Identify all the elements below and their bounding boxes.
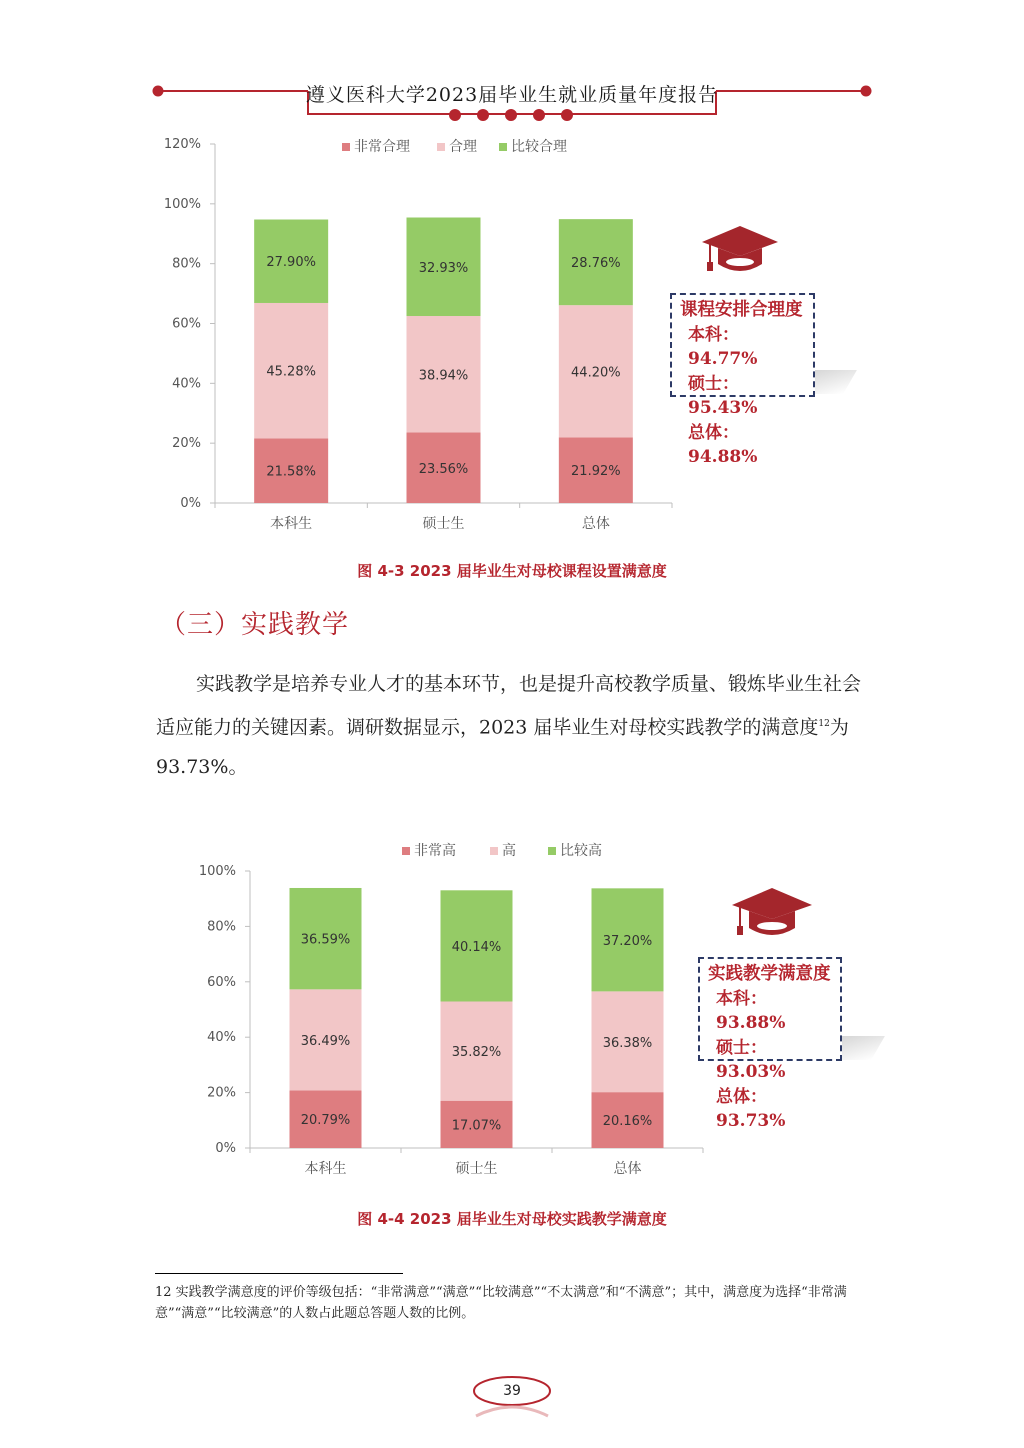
- data-label: 44.20%: [571, 365, 621, 381]
- y-tick-label: 100%: [198, 864, 236, 879]
- y-tick-label: 0%: [180, 496, 201, 511]
- y-tick-label: 20%: [172, 436, 201, 452]
- legend-swatch: [402, 847, 410, 855]
- legend-swatch: [437, 143, 445, 151]
- callout-line: 硕士：93.03%: [716, 1037, 786, 1082]
- callout-line: 本科：93.88%: [716, 988, 786, 1033]
- data-label: 23.56%: [418, 461, 469, 477]
- data-label: 36.38%: [602, 1035, 653, 1051]
- legend-swatch: [490, 847, 498, 855]
- y-tick-label: 120%: [163, 137, 201, 152]
- data-label: 40.14%: [451, 939, 502, 955]
- callout-line: 硕士：95.43%: [688, 373, 758, 418]
- header-ornament: [0, 0, 1024, 130]
- legend-label: 非常合理: [354, 139, 410, 155]
- callout-course-arrangement: [670, 293, 815, 467]
- category-label: 总体: [581, 516, 610, 532]
- legend-label: 合理: [449, 139, 477, 155]
- paragraph-text-end: 为 93.73%。: [156, 716, 849, 779]
- y-tick-label: 60%: [172, 316, 201, 332]
- body-paragraph: [156, 664, 872, 787]
- y-tick-label: 40%: [172, 376, 201, 392]
- data-label: 32.93%: [418, 260, 469, 276]
- callout-title: 课程安排合理度: [680, 300, 803, 320]
- data-label: 35.82%: [451, 1045, 502, 1061]
- legend-label: 比较合理: [511, 139, 567, 155]
- data-label: 21.58%: [266, 464, 316, 480]
- callout-practice-satisfaction: [698, 957, 842, 1131]
- chart-practice-satisfaction: [0, 830, 1024, 1190]
- category-label: 本科生: [304, 1161, 347, 1177]
- legend-swatch: [548, 847, 556, 855]
- footnote: 12 实践教学满意度的评价等级包括：“非常满意”“满意”“比较满意”“不太满意”和“不满意”；其中，满意度为选择“非常满意”“满意”“比较满意”的人数占此题总答题人数的比例。: [155, 1285, 847, 1321]
- y-tick-label: 80%: [207, 919, 236, 935]
- legend-label: 高: [502, 843, 516, 859]
- figure-caption: 图 4-3 2023 届毕业生对母校课程设置满意度: [357, 562, 667, 580]
- callout-line: 本科：94.77%: [688, 324, 758, 369]
- data-label: 37.20%: [602, 933, 653, 949]
- data-label: 20.16%: [602, 1114, 653, 1130]
- data-label: 21.92%: [571, 464, 621, 480]
- y-tick-label: 80%: [172, 256, 201, 272]
- data-label: 36.59%: [300, 932, 351, 948]
- section-heading: （三）实践教学: [160, 610, 350, 640]
- data-label: 38.94%: [418, 368, 469, 384]
- y-tick-label: 60%: [207, 974, 236, 990]
- y-tick-label: 40%: [207, 1030, 236, 1046]
- report-title: 遵义医科大学2023届毕业生就业质量年度报告: [305, 84, 719, 106]
- category-label: 硕士生: [455, 1161, 498, 1177]
- y-tick-label: 100%: [163, 196, 201, 212]
- data-label: 20.79%: [300, 1113, 351, 1129]
- callout-title: 实践教学满意度: [708, 964, 831, 984]
- category-label: 总体: [613, 1161, 642, 1177]
- footnote-separator: [155, 1273, 403, 1274]
- graduation-cap-icon: [730, 886, 814, 940]
- legend-label: 非常高: [414, 843, 456, 859]
- data-label: 27.90%: [266, 255, 316, 271]
- paragraph-text: 实践教学是培养专业人才的基本环节，也是提升高校教学质量、锻炼毕业生社会适应能力的关键因素。调研数据显示，2023 届毕业生对母校实践教学的满意度: [156, 673, 862, 739]
- data-label: 36.49%: [300, 1033, 351, 1049]
- chart-course-satisfaction: [0, 130, 1024, 550]
- y-tick-label: 0%: [215, 1141, 236, 1156]
- figure-caption: 图 4-4 2023 届毕业生对母校实践教学满意度: [357, 1210, 667, 1228]
- y-tick-label: 20%: [207, 1085, 236, 1101]
- data-label: 28.76%: [571, 256, 621, 272]
- callout-line: 总体：94.88%: [688, 422, 758, 467]
- data-label: 17.07%: [451, 1118, 502, 1134]
- page-number: 39: [503, 1383, 521, 1399]
- category-label: 本科生: [270, 516, 313, 532]
- data-label: 45.28%: [266, 364, 316, 380]
- legend-label: 比较高: [560, 843, 602, 859]
- graduation-cap-icon: [700, 224, 780, 276]
- callout-line: 总体：93.73%: [716, 1086, 786, 1131]
- footnote-ref[interactable]: 12: [818, 719, 830, 729]
- legend-swatch: [499, 143, 507, 151]
- category-label: 硕士生: [422, 516, 465, 532]
- legend-swatch: [342, 143, 350, 151]
